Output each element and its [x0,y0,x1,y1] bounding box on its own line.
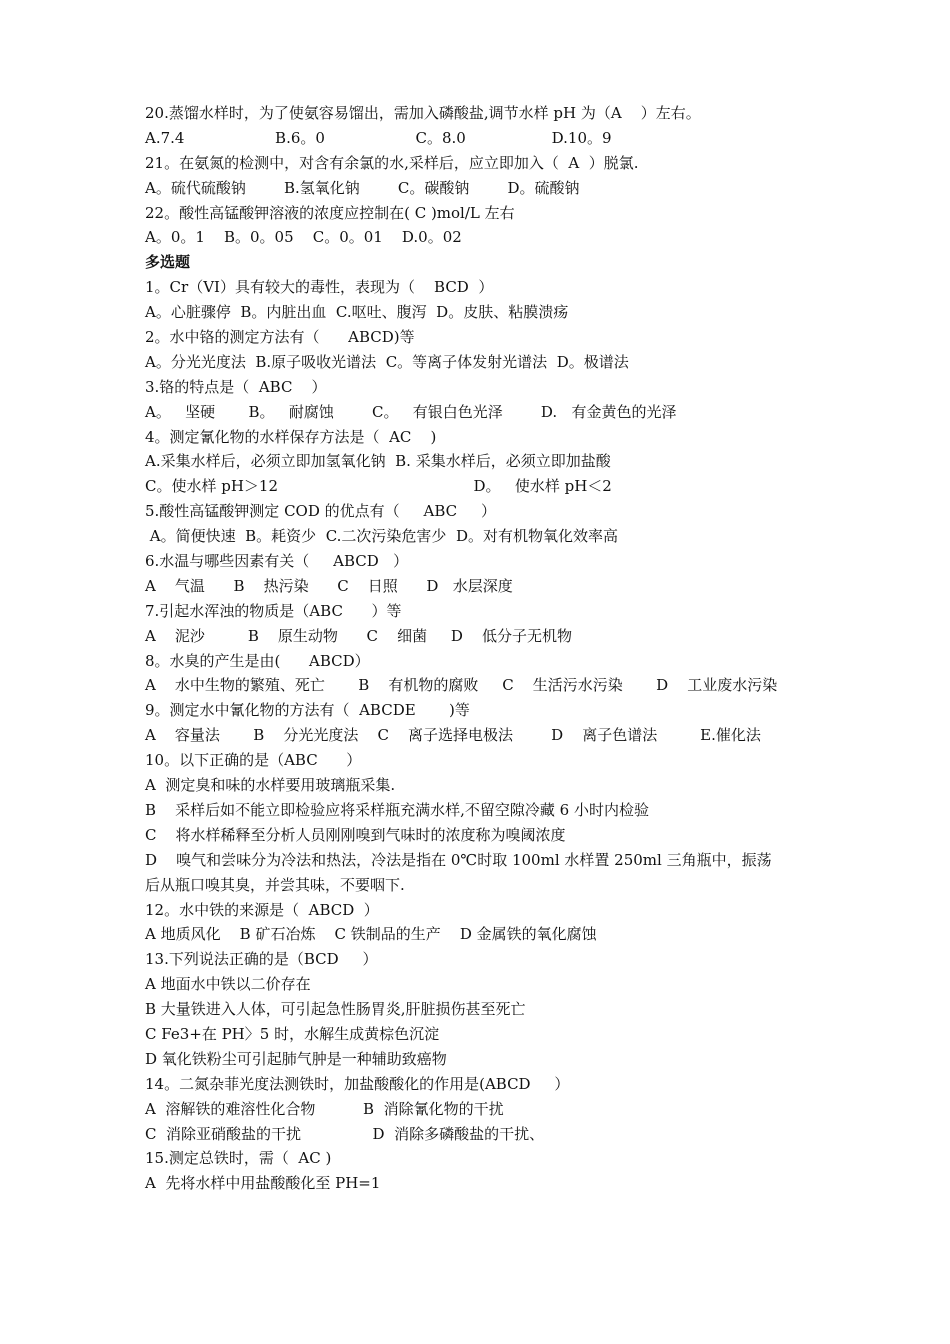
text-line: 6.水温与哪些因素有关（ ABCD ） [145,552,409,571]
text-line: 2。水中铬的测定方法有（ ABCD)等 [145,328,415,347]
text-line: 15.测定总铁时，需（ AC ) [145,1149,332,1168]
text-line: C 消除亚硝酸盐的干扰 D 消除多磷酸盐的干扰、 [145,1124,545,1143]
text-line: A。简便快速 B。耗资少 C.二次污染危害少 D。对有机物氧化效率高 [145,527,618,546]
text-line: B 大量铁进入人体，可引起急性肠胃炎,肝脏损伤甚至死亡 [145,1000,526,1019]
text-line: A 地质风化 B 矿石冶炼 C 铁制品的生产 D 金属铁的氧化腐蚀 [145,925,597,944]
text-line: 1。Cr（VI）具有较大的毒性，表现为（ BCD ） [145,278,494,297]
text-line: 3.铬的特点是（ ABC ） [145,377,327,396]
text-line: A。心脏骤停 B。内脏出血 C.呕吐、腹泻 D。皮肤、粘膜溃疡 [145,303,569,322]
document-body [145,101,825,1196]
text-line: 10。以下正确的是（ABC ） [145,751,362,770]
text-line: 9。测定水中氰化物的方法有（ ABCDE )等 [145,701,470,720]
text-line: C 将水样稀释至分析人员刚刚嗅到气味时的浓度称为嗅阈浓度 [145,825,566,844]
text-line: A 水中生物的繁殖、死亡 B 有机物的腐败 C 生活污水污染 D 工业废水污染 [145,676,778,695]
text-line: A。0。1 B。0。05 C。0。01 D.0。02 [145,228,462,247]
text-line: 4。测定氰化物的水样保存方法是（ AC ) [145,427,437,446]
text-line: A 测定臭和味的水样要用玻璃瓶采集. [145,776,396,795]
text-line: A。 坚硬 B。 耐腐蚀 C。 有银白色光泽 D. 有金黄色的光泽 [145,402,677,421]
text-line: 14。二氮杂菲光度法测铁时，加盐酸酸化的作用是(ABCD ） [145,1074,570,1093]
text-line: A 泥沙 B 原生动物 C 细菌 D 低分子无机物 [145,626,573,645]
text-line: A。分光光度法 B.原子吸收光谱法 C。等离子体发射光谱法 D。极谱法 [145,352,629,371]
text-line: 13.下列说法正确的是（BCD ） [145,950,378,969]
text-line: A.7.4 B.6。0 C。8.0 D.10。9 [145,128,612,147]
text-line: A 容量法 B 分光光度法 C 离子选择电极法 D 离子色谱法 E.催化法 [145,726,761,745]
text-line: B 采样后如不能立即检验应将采样瓶充满水样,不留空隙冷藏 6 小时内检验 [145,800,649,819]
section-heading: 多选题 [145,253,191,272]
text-line: 20.蒸馏水样时，为了使氨容易馏出，需加入磷酸盐,调节水样 pH 为（A ）左右。 [145,104,701,122]
text-line: C Fe3+在 PH〉5 时，水解生成黄棕色沉淀 [145,1024,440,1043]
text-line: D 氧化铁粉尘可引起肺气肿是一种辅助致癌物 [145,1049,447,1068]
text-line: 21。在氨氮的检测中，对含有余氯的水,采样后，应立即加入（ A ）脱氯. [145,153,639,172]
text-line: 5.酸性高锰酸钾测定 COD 的优点有（ ABC ） [145,502,496,521]
text-line: 8。水臭的产生是由( ABCD） [145,651,370,670]
text-line: A 地面水中铁以二价存在 [145,975,311,994]
text-line: A 气温 B 热污染 C 日照 D 水层深度 [145,576,513,595]
text-line: 7.引起水浑浊的物质是（ABC ）等 [145,601,402,620]
text-line: C。使水样 pH＞12 D。 使水样 pH＜2 [145,477,612,496]
text-line: 22。酸性高锰酸钾溶液的浓度应控制在( C )mol/L 左右 [145,203,515,222]
text-line: A。硫代硫酸钠 B.氢氧化钠 C。碳酸钠 D。硫酸钠 [145,178,580,197]
text-line: A 溶解铁的难溶性化合物 B 消除氰化物的干扰 [145,1099,504,1118]
text-line: A 先将水样中用盐酸酸化至 PH=1 [145,1174,381,1193]
text-line: 后从瓶口嗅其臭，并尝其味，不要咽下. [145,875,405,894]
text-line: A.采集水样后，必须立即加氢氧化钠 B. 采集水样后，必须立即加盐酸 [145,452,611,471]
text-line: 12。水中铁的来源是（ ABCD ） [145,900,379,919]
text-line: D 嗅气和尝味分为冷法和热法，冷法是指在 0℃时取 100ml 水样置 250ml 三角瓶中，振荡 [145,850,772,869]
